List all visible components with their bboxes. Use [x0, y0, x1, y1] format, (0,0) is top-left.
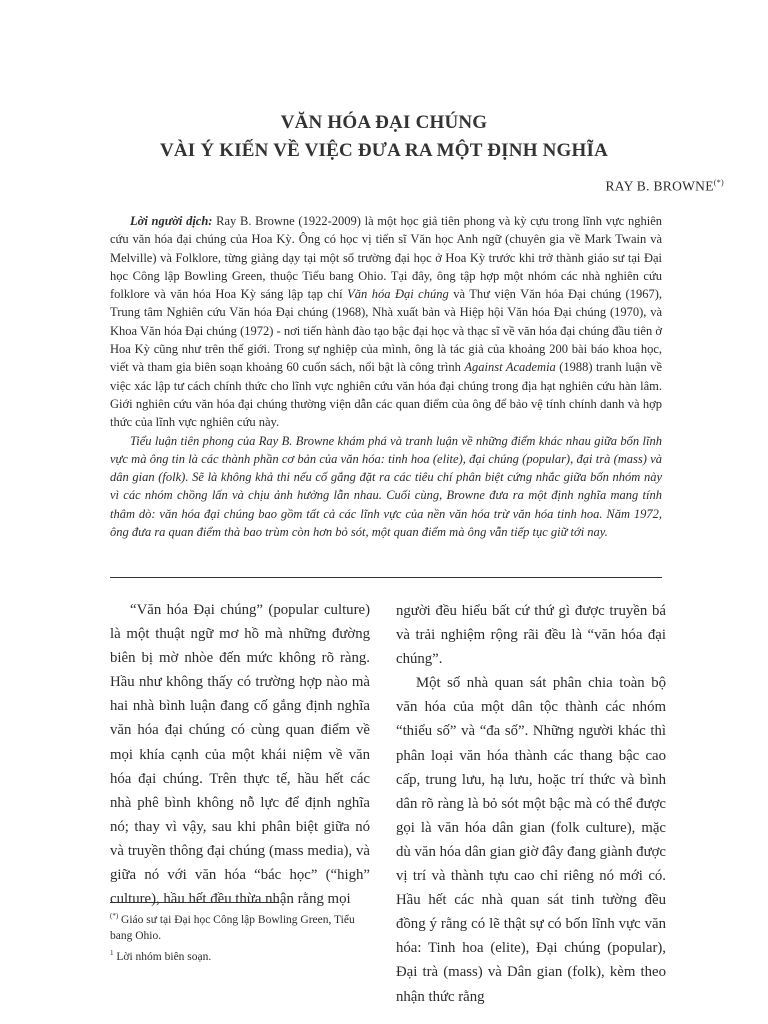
journal-title: Văn hóa Đại chúng	[347, 287, 449, 302]
body-paragraph-continued: người đều hiểu bất cứ thứ gì được truyền bá và trải nghiệm rộng rãi đều là “văn hóa đại chúng”.	[396, 603, 666, 668]
body-column-right	[396, 599, 666, 1009]
translator-note-text-b: và Thư viện Văn hóa Đại chúng (1967), Trung tâm Nghiên cứu Văn hóa Đại chúng (1968), Nhà xuất bản và Hiệp hội Văn hóa Đại chúng (1970), và Khoa Văn hóa Đại chúng (1972) - nơi tiến hành đào tạo bậc đại học và thạc sĩ về văn hóa đại chúng đầu tiên ở Hoa Kỳ cũng như trên thế giới. Trong sự nghiệp của mình, ông là tác giả của khoảng 200 bài báo khoa học, viết và tham gia biên soạn khoảng 60 cuốn sách, nổi bật là công trình	[110, 287, 662, 375]
book-title: Against Academia	[464, 360, 556, 375]
title-line-1: VĂN HÓA ĐẠI CHÚNG	[280, 112, 488, 133]
translator-note-text-c: (1988) tranh luận về việc xác lập tư cách chính thức cho lĩnh vực nghiên cứu văn hóa đại chúng trong địa hạt nghiên cứu hàn lâm. Giới nghiên cứu văn hóa đại chúng thường viện dẫn các quan điểm của ông để bảo vệ tính chính danh và hợp thức của lĩnh vực nghiên cứu này.	[110, 360, 662, 430]
body-paragraph-2: Một số nhà quan sát phân chia toàn bộ văn hóa của một dân tộc thành các nhóm “thiểu số” và “đa số”. Những người khác thì phân loại văn hóa thành các thang bậc cao cấp, trung lưu, hạ lưu, hoặc trí thức và bình dân rõ ràng là bỏ sót một bậc mà có thể được gọi là văn hóa dân gian (folk culture), mặc dù văn hóa dân gian giờ đây đang giành được vị trí và thành tựu cao chỉ riêng nó mới có. Hầu hết các nhà quan sát tinh tường đều đồng ý rằng có lẽ thật sự có bốn lĩnh vực văn hóa: Tinh hoa (elite), Đại chúng (popular), Đại trà (mass) và Dân gian (folk), kèm theo nhận thức rằng	[396, 675, 666, 1005]
abstract: Tiểu luận tiên phong của Ray B. Browne khám phá và tranh luận về những điểm khác nhau giữa bốn lĩnh vực mà ông tin là các thành phần cơ bản của văn hóa: tinh hoa (elite), đại chúng (popular), đại trà (mass) và dân gian (folk). Sẽ là không khả thi nếu cố gắng đặt ra các tiêu chí phân biệt cứng nhắc giữa bốn nhóm này vì các nhóm chồng lấn và chịu ảnh hưởng lẫn nhau. Cuối cùng, Browne đưa ra một định nghĩa mang tính thâm dò: văn hóa đại chúng bao gồm tất cả các lĩnh vực của nền văn hóa trừ văn hóa tinh hoa. Năm 1972, ông đưa ra quan điểm thà bao trùm còn hơn bỏ sót, một quan điểm mà ông vẫn tiếp tục giữ tới nay.	[110, 433, 662, 540]
translator-note	[110, 212, 662, 432]
author-name	[605, 178, 724, 195]
footnote-1	[110, 908, 372, 945]
footnote-2-text: Lời nhóm biên soạn.	[113, 950, 212, 963]
author-name-text: RAY B. BROWNE	[605, 178, 714, 194]
translator-note-lead: Lời người dịch:	[130, 214, 213, 228]
translator-introduction	[110, 212, 662, 541]
footnote-2	[110, 945, 372, 965]
footnote-1-text: Giáo sư tại Đại học Công lập Bowling Green, Tiểu bang Ohio.	[110, 913, 355, 943]
translator-note-text-a: Ray B. Browne (1922-2009) là một học giả tiên phong và kỳ cựu trong lĩnh vực nghiên cứu văn hóa đại chúng của Hoa Kỳ. Ông có học vị tiến sĩ Văn học Anh ngữ (chuyên gia về Mark Twain và Melville) và Folklore, từng giảng dạy tại một số trường đại học ở Hoa Kỳ trước khi trở thành giáo sư tại Đại học Công lập Bowling Green, thuộc Tiểu bang Ohio. Tại đây, ông tập hợp một nhóm các nhà nghiên cứu folklore và văn hóa Hoa Kỳ sáng lập tạp chí	[110, 214, 662, 302]
footnotes	[110, 908, 372, 965]
footnote-2-mark: 1	[110, 948, 114, 957]
footnote-1-mark: (*)	[110, 912, 119, 920]
footnote-divider	[110, 902, 278, 903]
title-line-2: VÀI Ý KIẾN VỀ VIỆC ĐƯA RA MỘT ĐỊNH NGHĨA	[159, 140, 609, 161]
body-column-left	[110, 598, 370, 911]
section-divider	[110, 577, 662, 578]
author-footnote-mark: (*)	[713, 178, 724, 187]
body-paragraph-1: “Văn hóa Đại chúng” (popular culture) là một thuật ngữ mơ hồ mà những đường biên bị mờ nhòe đến mức không rõ ràng. Hầu như không thấy có trường hợp nào mà hai nhà bình luận đang cố gắng định nghĩa văn hóa đại chúng có cùng quan điểm về mọi khía cạnh của một khái niệm về văn hóa đại chúng. Trên thực tế, hầu hết các nhà phê bình không nỗ lực để định nghĩa nó; thay vì vậy, sau khi phân biệt giữa nó và truyền thông đại chúng (mass media), và giữa nó với văn hóa “bác học” (“high” culture), hầu hết đều thừa nhận rằng mọi	[110, 602, 370, 908]
